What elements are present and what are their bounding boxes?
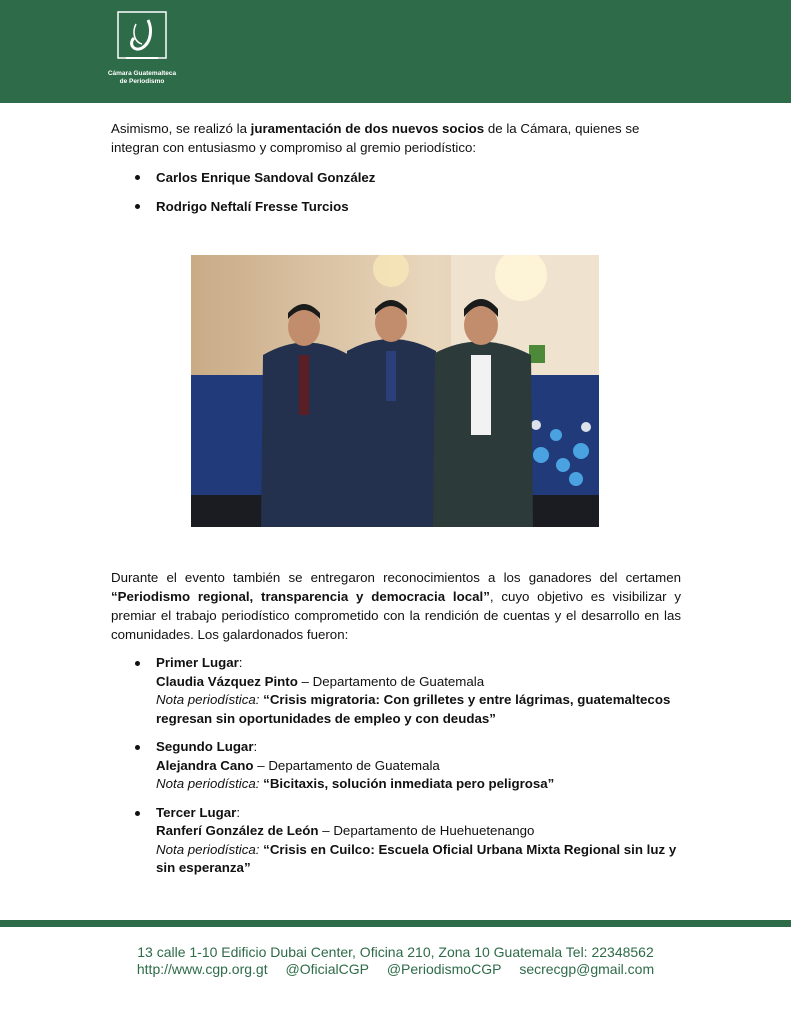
list-item: Segundo Lugar: Alejandra Cano – Departamento de Guatemala Nota periodística: “Bicitaxis, solución inmediata pero peligrosa” xyxy=(111,738,681,794)
award-winner: Claudia Vázquez Pinto xyxy=(156,673,298,689)
footer-website-link[interactable]: http://www.cgp.org.gt xyxy=(136,961,268,977)
event-paragraph xyxy=(111,568,681,644)
logo-caption: Cámara Guatemalteca de Periodismo xyxy=(107,70,177,85)
event-text-end: , cuyo objetivo es visibilizar y premiar el trabajo periodístico comprometido con la rendición de cuentas y el desarrollo en las comunidades. Los galardonados fueron: xyxy=(111,589,681,642)
cgp-logo xyxy=(103,8,181,94)
award-place: Segundo Lugar xyxy=(156,739,254,754)
award-winner: Ranferí González de León xyxy=(156,823,319,838)
award-department: – Departamento de Huehuetenango xyxy=(318,823,535,838)
event-photo xyxy=(191,255,599,527)
intro-text-end: de la Cámara, quienes se integran con entusiasmo y compromiso al gremio periodístico: xyxy=(111,121,640,155)
footer-email-link[interactable]: secrecgp@gmail.com xyxy=(519,961,655,977)
footer-handle-periodismo[interactable]: @PeriodismoCGP xyxy=(386,961,502,977)
intro-text-start: Asimismo, se realizó la xyxy=(111,121,251,136)
note-label: Nota periodística: xyxy=(156,692,260,707)
awards-list xyxy=(111,654,681,888)
award-winner: Alejandra Cano xyxy=(156,757,254,773)
award-department: – Departamento de Guatemala xyxy=(297,673,485,689)
new-members-list xyxy=(111,168,681,226)
note-label: Nota periodística: xyxy=(156,776,260,791)
footer-address: 13 calle 1-10 Edificio Dubai Center, Oficina 210, Zona 10 Guatemala Tel: 22348562 xyxy=(137,944,654,960)
intro-bold-text: juramentación de dos nuevos socios xyxy=(250,121,485,136)
list-item: Rodrigo Neftalí Fresse Turcios xyxy=(111,197,681,216)
page-header xyxy=(0,0,791,103)
note-label: Nota periodística: xyxy=(156,841,260,857)
list-item: Carlos Enrique Sandoval González xyxy=(111,168,681,187)
intro-paragraph xyxy=(111,119,681,157)
event-text-start: Durante el evento también se entregaron reconocimientos a los ganadores del certamen xyxy=(111,570,681,585)
list-item: Primer Lugar: Claudia Vázquez Pinto – Departamento de Guatemala Nota periodística: “Crisis migratoria: Con grilletes y entre lágrimas, guatemaltecos regresan sin oportunidades de empleo y con deudas” xyxy=(111,654,681,728)
note-title: “Bicitaxis, solución inmediata pero peligrosa” xyxy=(259,776,555,791)
note-title: “Crisis en Cuilco: Escuela Oficial Urbana Mixta Regional sin luz y sin esperanza” xyxy=(156,841,677,875)
award-department: – Departamento de Guatemala xyxy=(253,757,440,773)
list-item: Tercer Lugar: Ranferí González de León – Departamento de Huehuetenango Nota periodística: “Crisis en Cuilco: Escuela Oficial Urbana Mixta Regional sin luz y sin esperanza” xyxy=(111,804,681,878)
cgp-emblem-icon xyxy=(112,8,172,70)
page-footer xyxy=(0,944,791,978)
note-title: “Crisis migratoria: Con grilletes y entre lágrimas, guatemaltecos regresan sin oportunidades de empleo y con deudas” xyxy=(156,692,671,726)
award-place: Tercer Lugar xyxy=(156,804,237,820)
footer-handle-oficial[interactable]: @OficialCGP xyxy=(285,961,369,977)
footer-divider xyxy=(0,920,791,927)
contest-name: “Periodismo regional, transparencia y democracia local” xyxy=(111,589,490,604)
award-place: Primer Lugar xyxy=(156,655,239,670)
